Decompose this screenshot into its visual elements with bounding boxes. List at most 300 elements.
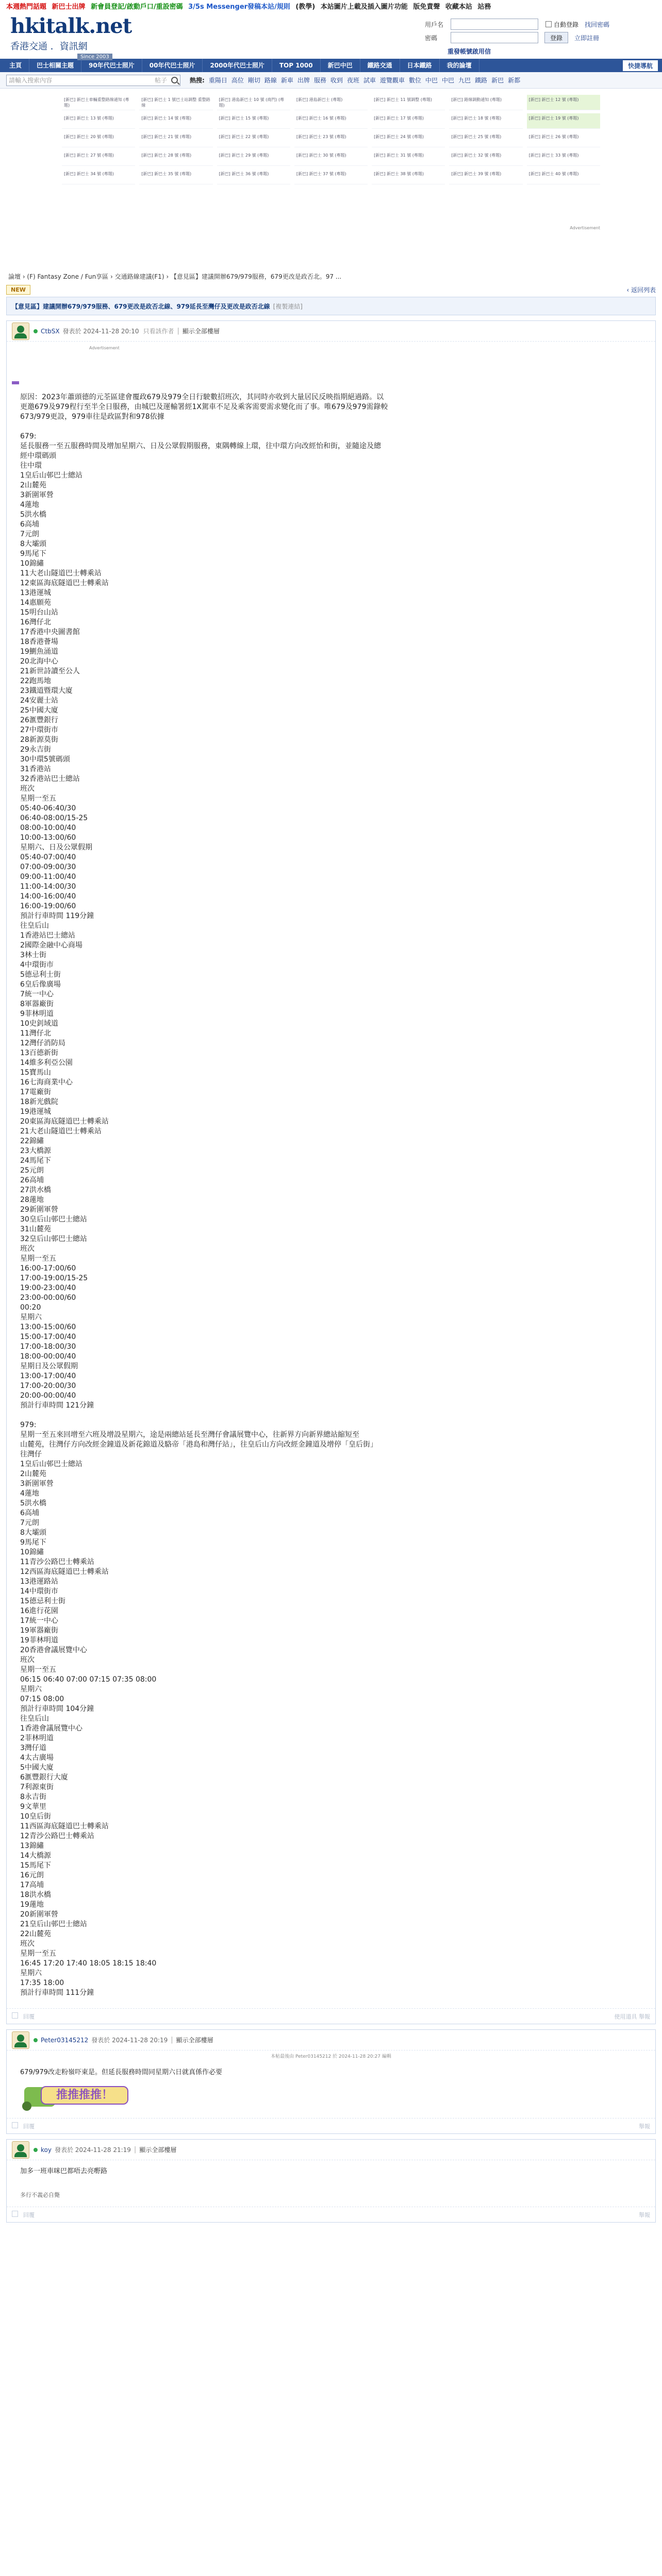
post-line: 14惠願苑 bbox=[20, 599, 51, 607]
post-text: 加多一班車咪巴都唔去亮嘢路 bbox=[20, 2167, 108, 2175]
hot-search-item[interactable]: 路線 bbox=[264, 77, 277, 84]
featured-link[interactable]: [新巴] 新巴士 30 號 (專題) bbox=[294, 150, 368, 166]
breadcrumb[interactable]: 論壇 › (F) Fantasy Zone / Fun享區 › 交通路線建議(F1) › 【意見區】建議開辦679/979服務，679更改是政否北。97 ... bbox=[8, 273, 342, 280]
featured-links-grid bbox=[62, 95, 600, 184]
post-ad-space bbox=[7, 350, 655, 381]
nav-item-japan-rail[interactable]: 日本鐵路 bbox=[400, 59, 440, 72]
post-line: 29新圍軍營 bbox=[20, 1206, 58, 1214]
new-thread-button[interactable]: NEW bbox=[6, 285, 30, 295]
post-line: 16七海商業中心 bbox=[20, 1078, 73, 1087]
post-line: 11大老山隧道巴士轉乘站 bbox=[20, 569, 102, 578]
post-line: 星期日及公眾假期 bbox=[20, 1362, 78, 1370]
hot-search-label: 熱搜: bbox=[190, 77, 205, 84]
post-text: 679/979改走粉嶺吓東是。但延長服務時間同星期六日就真係作必要 bbox=[20, 2069, 223, 2076]
post-line: 3新圍軍營 bbox=[20, 1480, 54, 1488]
post-footer bbox=[7, 2207, 655, 2222]
topbar-link-4[interactable]: 3/5s Messenger發稿本站/規則 bbox=[188, 3, 290, 11]
featured-link[interactable]: [新巴] 新巴士 38 號 (專題) bbox=[372, 169, 445, 184]
sticker-text: 推推推推！ bbox=[41, 2086, 128, 2105]
reply-link[interactable]: 回覆 bbox=[23, 2211, 35, 2218]
post-line: 22跑馬地 bbox=[20, 677, 51, 685]
post-line: 星期六 bbox=[20, 1685, 42, 1693]
post-line: 18洪水橋 bbox=[20, 1891, 51, 1899]
show-all-floors-link[interactable]: 顯示全部樓層 bbox=[139, 2146, 177, 2154]
post-line: 17高埔 bbox=[20, 1881, 44, 1889]
post-line: 4太古廣場 bbox=[20, 1754, 54, 1762]
post-line: 12灣仔消防局 bbox=[20, 1039, 65, 1047]
search-scope[interactable]: 帖子 bbox=[154, 77, 167, 84]
nav-item-nwfb-cmb[interactable]: 新巴中巴 bbox=[321, 59, 360, 72]
nav-item-rail[interactable]: 鐵路交通 bbox=[360, 59, 400, 72]
post-line: 17香港中央圖書館 bbox=[20, 628, 80, 636]
post-line: 32皇后山邨巴士總站 bbox=[20, 1235, 87, 1243]
post-line: 20新圍軍營 bbox=[20, 1910, 58, 1919]
hot-search-item[interactable]: 剛切 bbox=[247, 77, 260, 84]
topbar-link-2[interactable]: 新巴士出牌 bbox=[52, 3, 86, 11]
post-line bbox=[20, 1411, 642, 1420]
search-input[interactable] bbox=[6, 75, 180, 86]
post-line bbox=[20, 422, 642, 432]
post-author[interactable]: koy bbox=[41, 2146, 52, 2154]
post-line: 7統一中心 bbox=[20, 990, 54, 998]
logo-badge: Since 2003 bbox=[77, 54, 112, 60]
remember-checkbox[interactable] bbox=[545, 20, 578, 29]
post-line: 經中環碼頭 bbox=[20, 452, 56, 460]
site-header bbox=[0, 11, 662, 59]
search-bar bbox=[0, 72, 662, 89]
post-header bbox=[7, 2030, 655, 2050]
post-line: 17:00-20:00/30 bbox=[20, 1382, 76, 1390]
topbar-link-8[interactable]: 收藏本站 bbox=[445, 3, 472, 11]
post-line: 20香港會議展覽中心 bbox=[20, 1646, 87, 1654]
post-line: 往中環 bbox=[20, 462, 42, 470]
featured-link[interactable]: [新巴] 新巴士 12 號 (專題) bbox=[527, 95, 600, 110]
featured-link[interactable]: [新巴] 新巴士 14 號 (專題) bbox=[139, 113, 212, 129]
post-line: 19港運城 bbox=[20, 1108, 51, 1116]
post-line: 28蓮地 bbox=[20, 1196, 44, 1204]
post-footer bbox=[7, 2008, 655, 2024]
featured-link[interactable]: [新巴] 新巴士 1 號巴士站調整 重整路線 bbox=[139, 95, 212, 110]
featured-links-block bbox=[0, 89, 662, 269]
post-line: 6皇后像廣場 bbox=[20, 980, 61, 989]
divider: | bbox=[177, 327, 179, 335]
post-line: 3林士街 bbox=[20, 951, 46, 959]
nav-item-2000s-photos[interactable]: 2000年代巴士照片 bbox=[203, 59, 272, 72]
post-line: 13:00-15:00/60 bbox=[20, 1323, 76, 1331]
topbar-link-9[interactable]: 站務 bbox=[477, 3, 491, 11]
reply-icon[interactable] bbox=[12, 2012, 18, 2019]
search-placeholder: 請輸入搜索內容 bbox=[9, 77, 53, 84]
reply-icon[interactable] bbox=[12, 2211, 18, 2217]
hot-search-item[interactable]: 收到 bbox=[330, 77, 343, 84]
post-line: 15:00-17:00/40 bbox=[20, 1333, 76, 1341]
post-line: 24安麗士站 bbox=[20, 697, 58, 705]
post-line: 2山麓苑 bbox=[20, 481, 46, 489]
password-label: 密碼 bbox=[425, 34, 438, 42]
featured-link[interactable]: [新巴] 新巴士 23 號 (專題) bbox=[294, 132, 368, 147]
report-link[interactable]: 舉報 bbox=[639, 2211, 650, 2218]
post-line: 8大壩頭 bbox=[20, 540, 46, 548]
featured-link[interactable]: [新巴] 新巴士 26 號 (專題) bbox=[527, 132, 600, 147]
quick-nav-button[interactable]: 快捷導航 bbox=[623, 60, 658, 71]
divider: | bbox=[171, 2036, 173, 2044]
post-line: 班次 bbox=[20, 1245, 35, 1253]
post-line: 11:00-14:00/30 bbox=[20, 883, 76, 891]
post-line: 11西區海底隧道巴士轉乘站 bbox=[20, 1822, 109, 1831]
post-line: 16灣仔北 bbox=[20, 618, 51, 626]
post-body bbox=[7, 2160, 655, 2207]
post-line: 13錦繡 bbox=[20, 1842, 44, 1850]
nav-item-90s-photos[interactable]: 90年代巴士照片 bbox=[81, 59, 142, 72]
post-line: 10:00-13:00/60 bbox=[20, 834, 76, 842]
post-line: 6滙豐銀行大廈 bbox=[20, 1773, 68, 1782]
nav-item-top1000[interactable]: TOP 1000 bbox=[272, 59, 321, 72]
post-line: 預計行車時間 119分鐘 bbox=[20, 912, 94, 920]
post-line: 星期六 bbox=[20, 1969, 42, 1977]
post-line: 19鰂魚涌道 bbox=[20, 648, 58, 656]
post-line: 17:00-18:00/30 bbox=[20, 1343, 76, 1351]
post-line: 預計行車時間 111分鐘 bbox=[20, 1989, 94, 1997]
post-line: 往皇后山 bbox=[20, 922, 49, 930]
post-line: 1皇后山邨巴士總站 bbox=[20, 471, 82, 480]
post-line: 673/979更設，979車往是政區對和978依據 bbox=[20, 413, 164, 421]
register-link[interactable]: 立即註冊 bbox=[574, 34, 600, 42]
post-line: 13:00-17:00/40 bbox=[20, 1372, 76, 1380]
post-line: 17電廠街 bbox=[20, 1088, 51, 1096]
topbar-link-5[interactable]: (教學) bbox=[295, 3, 316, 11]
hot-search-item[interactable]: 重陽日 bbox=[208, 77, 227, 84]
hot-search-item[interactable]: 出牌 bbox=[297, 77, 310, 84]
post-line: 4蓮地 bbox=[20, 1489, 39, 1498]
hot-search-item[interactable]: 新都 bbox=[508, 77, 521, 84]
featured-link[interactable]: [新巴] 新巴士 11 號調整 (專題) bbox=[372, 95, 445, 110]
featured-link[interactable]: [新巴] 新巴士車輛重整路線通知 (專題) bbox=[62, 95, 135, 110]
featured-link[interactable]: [新巴] 新巴士 15 號 (專題) bbox=[217, 113, 290, 129]
post-header bbox=[7, 2140, 655, 2160]
post-line: 16進行花園 bbox=[20, 1607, 58, 1615]
post-line: 1皇后山邨巴士總站 bbox=[20, 1460, 82, 1468]
post-line: 1香港會議展覽中心 bbox=[20, 1724, 82, 1733]
post-line: 預計行車時間 121分鐘 bbox=[20, 1401, 94, 1410]
reply-link[interactable]: 回覆 bbox=[23, 2123, 35, 2130]
hot-search-item[interactable]: 中巴 bbox=[442, 77, 455, 84]
featured-link[interactable]: [新巴] 港島新巴士 10 號 (商門) (專題) bbox=[217, 95, 290, 110]
thread-title: 【意見區】建議開辦679/979服務、679更改是政否北線、979延長至灣仔及更改是政否北線 bbox=[12, 302, 270, 310]
hot-search-item[interactable]: 遊覽觀車 bbox=[379, 77, 405, 84]
post-line: 22山麓苑 bbox=[20, 1930, 51, 1938]
post-line: 3灣仔道 bbox=[20, 1744, 46, 1752]
post-line: 21大老山隧道巴士轉乘站 bbox=[20, 1127, 102, 1136]
post-line: 原因：2023年蕭頭德的元荃區建會覆政679及979全日行駛數招班次，其同時亦收到大量居民反映指期絕過路。以 bbox=[20, 393, 384, 401]
featured-link[interactable]: [新巴] 新巴士 35 號 (專題) bbox=[139, 169, 212, 184]
post-line: 11青沙公路巴士轉乘站 bbox=[20, 1558, 94, 1566]
post-line: 30皇后山邨巴士總站 bbox=[20, 1215, 87, 1224]
hot-search-item[interactable]: 鐵路 bbox=[475, 77, 488, 84]
post-2 bbox=[6, 2029, 656, 2134]
top-announcement-bar bbox=[0, 0, 662, 11]
featured-link[interactable]: [新巴] 新巴士 33 號 (專題) bbox=[527, 150, 600, 166]
logo-subtitle: 香港交通 ．資訊網 bbox=[10, 41, 88, 52]
post-line: 08:00-10:00/40 bbox=[20, 824, 76, 832]
post-line: 23大橋源 bbox=[20, 1147, 51, 1155]
username-input[interactable] bbox=[451, 19, 538, 30]
post-line: 16:00-17:00/60 bbox=[20, 1264, 76, 1273]
post-line: 班次 bbox=[20, 785, 35, 793]
post-line: 11灣仔北 bbox=[20, 1029, 51, 1038]
post-line: 6高埔 bbox=[20, 520, 39, 529]
featured-link[interactable]: [新巴] 新巴士 32 號 (專題) bbox=[449, 150, 522, 166]
post-line: 13港運路站 bbox=[20, 1578, 58, 1586]
featured-link[interactable]: [新巴] 新巴士 29 號 (專題) bbox=[217, 150, 290, 166]
post-line: 30中環5號碼頭 bbox=[20, 755, 70, 764]
hot-search-item[interactable]: 高位 bbox=[231, 77, 244, 84]
post-line: 32香港站巴士總站 bbox=[20, 775, 80, 783]
post-line: 979: bbox=[20, 1421, 37, 1429]
featured-link[interactable]: [新巴] 新巴士 18 號 (專題) bbox=[449, 113, 522, 129]
featured-link[interactable]: [新巴] 新巴士 31 號 (專題) bbox=[372, 150, 445, 166]
post-line: 12青沙公路巴士轉乘站 bbox=[20, 1832, 94, 1840]
post-line: 05:40-07:00/40 bbox=[20, 853, 76, 861]
topbar-link-3[interactable]: 新會員登記/啟動戶口/重設密碼 bbox=[91, 3, 183, 11]
post-line: 7元朗 bbox=[20, 530, 39, 538]
post-line: 19:00-23:00/40 bbox=[20, 1284, 76, 1292]
post-line: 18新光戲院 bbox=[20, 1098, 58, 1106]
post-line: 7利源東街 bbox=[20, 1783, 54, 1791]
featured-link[interactable]: [新巴] 新巴士 21 號 (專題) bbox=[139, 132, 212, 147]
post-line: 20:00-00:00/40 bbox=[20, 1392, 76, 1400]
post-line: 18香港薈場 bbox=[20, 638, 58, 646]
post-line: 10皇后街 bbox=[20, 1812, 51, 1821]
sticker-image bbox=[20, 2083, 139, 2112]
post-line: 山麓苑，往灣仔方向改經金鐘道及新花錦道及駱帝「港島和灣仔站」，往皇后山方向改經金鐘道及增停「皇后街」 bbox=[20, 1440, 377, 1449]
post-line: 15馬尾下 bbox=[20, 1861, 51, 1870]
post-line: 預計行車時間 104分鐘 bbox=[20, 1705, 94, 1713]
post-line: 29永吉街 bbox=[20, 745, 51, 754]
post-line: 25元朗 bbox=[20, 1166, 44, 1175]
post-line: 679: bbox=[20, 432, 37, 440]
post-line: 16元朗 bbox=[20, 1871, 44, 1879]
featured-link[interactable]: [新巴] 新巴士 37 號 (專題) bbox=[294, 169, 368, 184]
post-line: 16:45 17:20 17:40 18:05 18:15 18:40 bbox=[20, 1959, 157, 1968]
post-header bbox=[7, 321, 655, 342]
post-line: 23鐵道暨環大廈 bbox=[20, 687, 73, 695]
post-line: 16:00-19:00/60 bbox=[20, 902, 76, 910]
post-line: 07:15 08:00 bbox=[20, 1695, 64, 1703]
post-line: 23:00-00:00/60 bbox=[20, 1294, 76, 1302]
post-line: 8軍器廠街 bbox=[20, 1000, 54, 1008]
post-line: 7元朗 bbox=[20, 1519, 39, 1527]
post-line: 14中環街市 bbox=[20, 1587, 58, 1596]
post-footer bbox=[7, 2118, 655, 2133]
post-line: 17統一中心 bbox=[20, 1617, 58, 1625]
post-line: 07:00-09:00/30 bbox=[20, 863, 76, 871]
post-line: 班次 bbox=[20, 1656, 35, 1664]
featured-link[interactable]: [新巴] 新巴士 17 號 (專題) bbox=[372, 113, 445, 129]
post-line: 9馬尾下 bbox=[20, 550, 46, 558]
featured-link[interactable]: [新巴] 路線調動通知 (專題) bbox=[449, 95, 522, 110]
post-1 bbox=[6, 320, 656, 2024]
topbar-link-1[interactable]: 本週熱門話題 bbox=[6, 3, 47, 11]
post-line: 00:20 bbox=[20, 1303, 41, 1312]
featured-link[interactable]: [新巴] 新巴士 24 號 (專題) bbox=[372, 132, 445, 147]
post-line: 26高埔 bbox=[20, 1176, 44, 1184]
nav-item-my-forum[interactable]: 我的論壇 bbox=[440, 59, 479, 72]
post-line: 6高埔 bbox=[20, 1509, 39, 1517]
post-line: 星期一至五 bbox=[20, 1950, 56, 1958]
reply-link[interactable]: 回覆 bbox=[23, 2013, 35, 2020]
post-line: 18:00-00:00/40 bbox=[20, 1352, 76, 1361]
hot-search-item[interactable]: 中巴 bbox=[425, 77, 438, 84]
nav-item-home[interactable]: 主頁 bbox=[2, 59, 29, 72]
post-line: 06:15 06:40 07:00 07:15 07:35 08:00 bbox=[20, 1675, 157, 1684]
find-password-link[interactable]: 找回密碼 bbox=[585, 21, 610, 28]
post-line: 2山麓苑 bbox=[20, 1470, 46, 1478]
post-line: 5洪水橋 bbox=[20, 1499, 46, 1507]
featured-link[interactable]: [新巴] 新巴士 19 號 (專題) bbox=[527, 113, 600, 129]
post-line: 4蓮地 bbox=[20, 501, 39, 509]
post-line: 星期六 bbox=[20, 1313, 42, 1321]
back-to-list-link[interactable]: ‹ 返回列表 bbox=[626, 286, 656, 294]
post-line: 班次 bbox=[20, 1940, 35, 1948]
checkbox-icon bbox=[545, 21, 552, 27]
post-line: 05:40-06:40/30 bbox=[20, 804, 76, 812]
post-line: 12西區海底隧道巴士轉乘站 bbox=[20, 1568, 109, 1576]
post-line: 星期一至五 bbox=[20, 794, 56, 803]
site-logo[interactable] bbox=[10, 14, 134, 59]
avatar[interactable] bbox=[12, 323, 29, 340]
login-button[interactable]: 登錄 bbox=[544, 32, 568, 43]
post-line: 19蓮地 bbox=[20, 1901, 44, 1909]
post-line: 2菲林明道 bbox=[20, 1734, 54, 1742]
ad-note: Advertisement bbox=[570, 226, 600, 230]
post-line: 25中國大廈 bbox=[20, 706, 58, 715]
post-body bbox=[7, 2061, 655, 2118]
post-line: 17:00-19:00/15-25 bbox=[20, 1274, 88, 1282]
thread-title-bar bbox=[6, 297, 656, 315]
post-line: 星期一至五來回增至六班及增設星期六，途是兩總站延長至灣仔會議展覽中心，往新界方向新界總站縮短至 bbox=[20, 1431, 359, 1439]
featured-link[interactable]: [新巴] 新巴士 25 號 (專題) bbox=[449, 132, 522, 147]
featured-link[interactable]: [新巴] 新巴士 28 號 (專題) bbox=[139, 150, 212, 166]
featured-link[interactable]: [新巴] 新巴士 36 號 (專題) bbox=[217, 169, 290, 184]
post-ad-label: Advertisement bbox=[89, 346, 120, 350]
post-line: 28新源莫街 bbox=[20, 736, 58, 744]
hot-search-item[interactable]: 試車 bbox=[363, 77, 376, 84]
post-line: 17:35 18:00 bbox=[20, 1979, 64, 1987]
featured-link[interactable]: [新巴] 新巴士 39 號 (專題) bbox=[449, 169, 522, 184]
edit-note: 本帖最後由 Peter03145212 於 2024-11-28 20:27 編輯 bbox=[271, 2054, 391, 2059]
post-line: 20北海中心 bbox=[20, 657, 58, 666]
show-all-floors-link[interactable]: 顯示全部樓層 bbox=[182, 328, 220, 335]
hot-search-item[interactable]: 新巴 bbox=[491, 77, 504, 84]
nav-item-00s-photos[interactable]: 00年代巴士照片 bbox=[142, 59, 203, 72]
featured-link[interactable]: [新巴] 新巴士 13 號 (專題) bbox=[62, 113, 135, 129]
topbar-link-6[interactable]: 本站圖片上載及插入圖片功能 bbox=[320, 3, 408, 11]
post-line: 10史釗域道 bbox=[20, 1020, 58, 1028]
reply-icon[interactable] bbox=[12, 2122, 18, 2128]
post-line: 24馬尾下 bbox=[20, 1157, 51, 1165]
password-input[interactable] bbox=[451, 32, 538, 43]
post-line: 往灣仔 bbox=[20, 1450, 42, 1459]
online-status-icon bbox=[34, 2148, 38, 2152]
topbar-link-7[interactable]: 版免責聲 bbox=[413, 3, 440, 11]
featured-link[interactable]: [新巴] 新巴士 27 號 (專題) bbox=[62, 150, 135, 166]
post-line: 15德忌利士街 bbox=[20, 1597, 65, 1605]
hot-search-item[interactable]: 新車 bbox=[280, 77, 293, 84]
login-form bbox=[425, 14, 652, 59]
hot-search-item[interactable]: 數位 bbox=[408, 77, 421, 84]
post-line: 9文華里 bbox=[20, 1803, 46, 1811]
hot-search-item[interactable]: 九巴 bbox=[458, 77, 471, 84]
post-line: 往皇后山 bbox=[20, 1715, 49, 1723]
nav-item-bus-topics[interactable]: 巴士相關主題 bbox=[29, 59, 81, 72]
post-line: 2國際金融中心商場 bbox=[20, 941, 82, 950]
featured-link[interactable]: [新巴] 新巴士 16 號 (專題) bbox=[294, 113, 368, 129]
avatar[interactable] bbox=[12, 2141, 29, 2159]
post-line: 12東區海底隧道巴士轉乘站 bbox=[20, 579, 109, 587]
post-line: 8永吉街 bbox=[20, 1793, 46, 1801]
search-icon[interactable] bbox=[171, 77, 178, 83]
post-line: 星期一至五 bbox=[20, 1255, 56, 1263]
only-author-link[interactable]: 只看該作者 bbox=[143, 328, 174, 335]
featured-link[interactable]: [新巴] 新巴士 40 號 (專題) bbox=[527, 169, 600, 184]
logo-text: hkitalk.net bbox=[10, 14, 132, 38]
post-time: 發表於 2024-11-28 20:19 bbox=[91, 2037, 168, 2044]
post-line: 06:40-08:00/15-25 bbox=[20, 814, 88, 822]
online-status-icon bbox=[34, 2038, 38, 2042]
post-line: 10錦繡 bbox=[20, 1548, 44, 1556]
post-line: 4中環街市 bbox=[20, 961, 54, 969]
resend-activation-link[interactable]: 重發帳號啟用信 bbox=[448, 47, 491, 55]
hot-search-item[interactable]: 服務 bbox=[313, 77, 326, 84]
post-line: 5洪水橋 bbox=[20, 511, 46, 519]
post-line: 15明台山站 bbox=[20, 608, 58, 617]
featured-link[interactable]: [新巴] 新巴士 22 號 (專題) bbox=[217, 132, 290, 147]
report-link[interactable]: 舉報 bbox=[639, 2123, 650, 2130]
post-body bbox=[7, 384, 655, 2008]
post-line: 3新圍軍營 bbox=[20, 491, 54, 499]
featured-link[interactable]: [新巴] 新巴士 20 號 (專題) bbox=[62, 132, 135, 147]
post-line: 9馬尾下 bbox=[20, 1538, 46, 1547]
thread-toolbar bbox=[0, 282, 662, 297]
report-link[interactable]: 使用道具 舉報 bbox=[614, 2013, 650, 2020]
post-line: 13百德新街 bbox=[20, 1049, 58, 1057]
avatar[interactable] bbox=[12, 2031, 29, 2049]
show-all-floors-link[interactable]: 顯示全部樓層 bbox=[176, 2037, 213, 2044]
sticker-dot bbox=[22, 2102, 31, 2111]
post-author[interactable]: Peter03145212 bbox=[41, 2036, 89, 2044]
remember-label: 自動登錄 bbox=[554, 21, 579, 28]
copy-link-button[interactable]: [複製連結] bbox=[273, 302, 303, 310]
post-line: 20東區海底隧道巴士轉乘站 bbox=[20, 1117, 109, 1126]
post-line: 8大壩頭 bbox=[20, 1529, 46, 1537]
post-line: 5中國大廈 bbox=[20, 1764, 54, 1772]
hot-search-item[interactable]: 夜班 bbox=[346, 77, 359, 84]
featured-link[interactable]: [新巴] 港島新巴士 (專題) bbox=[294, 95, 368, 110]
post-line: 19軍器廠街 bbox=[20, 1626, 58, 1635]
post-line: 13港運城 bbox=[20, 589, 51, 597]
post-line: 5德忌利士街 bbox=[20, 971, 61, 979]
post-line: 31山麓苑 bbox=[20, 1225, 51, 1233]
post-line: 延長服務一至五服務時間及增加星期六、日及公眾假期服務，東隅轉線上環，往中環方向改經怡和街，並隨途及總 bbox=[20, 442, 381, 450]
spacer bbox=[20, 2177, 642, 2190]
post-line: 31香港站 bbox=[20, 765, 51, 773]
post-line: 19菲林明道 bbox=[20, 1636, 58, 1645]
main-navbar bbox=[0, 59, 662, 72]
post-author[interactable]: CtbSX bbox=[41, 327, 60, 335]
username-label: 用戶名 bbox=[425, 21, 444, 28]
online-status-icon bbox=[34, 329, 38, 333]
featured-link[interactable]: [新巴] 新巴士 34 號 (專題) bbox=[62, 169, 135, 184]
